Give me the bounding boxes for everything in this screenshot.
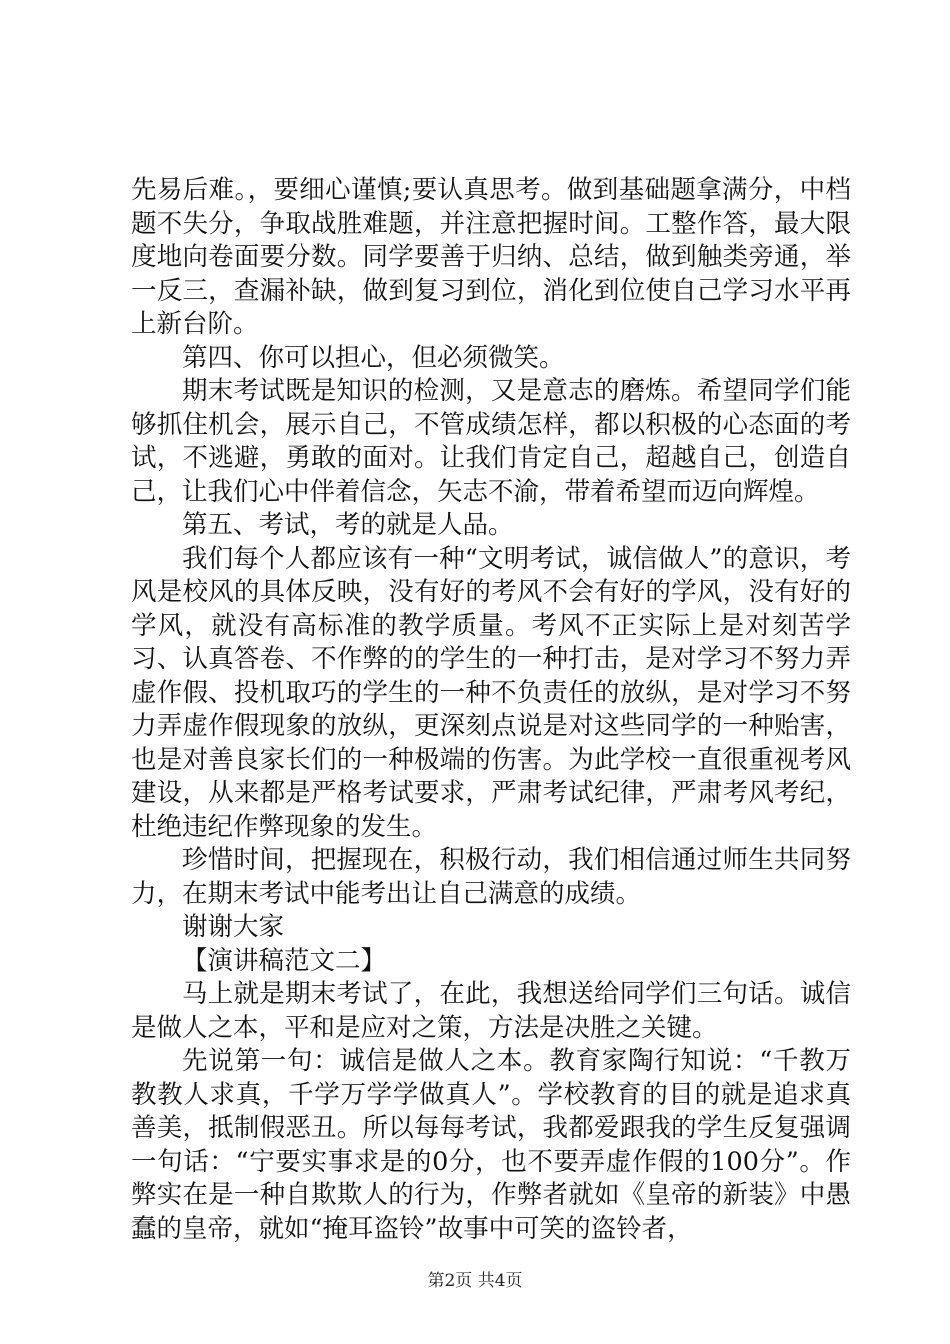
page-footer <box>0 1266 950 1291</box>
paragraph: 马上就是期末考试了，在此，我想送给同学们三句话。诚信是做人之本，平和是应对之策，方法是决胜之关键。 <box>131 979 851 1043</box>
paragraph: 先说第一句：诚信是做人之本。教育家陶行知说：“千教万教教人求真，千学万学学做真人”。学校教育的目的就是追求真善美，抵制假恶丑。所以每每考试，我都爱跟我的学生反复强调一句话：“宁要实事求是的0分，也不要弄虚作假的100分”。作弊实在是一种自欺欺人的行为，作弊者就如《皇帝的新装》中愚蠢的皇帝，就如“掩耳盗铃”故事中可笑的盗铃者， <box>131 1046 851 1244</box>
paragraph-continued: 先易后难。，要细心谨慎;要认真思考。做到基础题拿满分，中档题不失分，争取战胜难题，并注意把握时间。工整作答，最大限度地向卷面要分数。同学要善于归纳、总结，做到触类旁通，举一反三，查漏补缺，做到复习到位，消化到位使自己学习水平再上新台阶。 <box>131 175 851 339</box>
paragraph: 期末考试既是知识的检测，又是意志的磨炼。希望同学们能够抓住机会，展示自己，不管成绩怎样，都以积极的心态面的考试，不逃避，勇敢的面对。让我们肯定自己，超越自己，创造自己，让我们心中伴着信念，矢志不渝，带着希望而迈向辉煌。 <box>131 376 851 507</box>
paragraph-heading-five: 第五、考试，考的就是人品。 <box>182 510 514 540</box>
paragraph-heading-four: 第四、你可以担心，但必须微笑。 <box>182 342 565 373</box>
page-number: 第2页 共4页 <box>427 1271 523 1291</box>
paragraph: 珍惜时间，把握现在，积极行动，我们相信通过师生共同努力，在期末考试中能考出让自己满意的成绩。 <box>131 845 851 909</box>
section-title: 【演讲稿范文二】 <box>182 945 387 976</box>
paragraph: 我们每个人都应该有一种“文明考试，诚信做人”的意识，考风是校风的具体反映，没有好的考风不会有好的学风，没有好的学风，就没有高标准的教学质量。考风不正实际上是对刻苦学习、认真答卷、不作弊的的学生的一种打击，是对学习不努力弄虚作假、投机取巧的学生的一种不负责任的放纵，是对学习不努力弄虚作假现象的放纵，更深刻点说是对这些同学的一种贻害，也是对善良家长们的一种极端的伤害。为此学校一直很重视考风建设，从来都是严格考试要求，严肃考试纪律，严肃考风考纪，杜绝违纪作弊现象的发生。 <box>131 543 851 842</box>
paragraph-closing: 谢谢大家 <box>182 912 285 942</box>
document-body <box>131 174 851 1246</box>
